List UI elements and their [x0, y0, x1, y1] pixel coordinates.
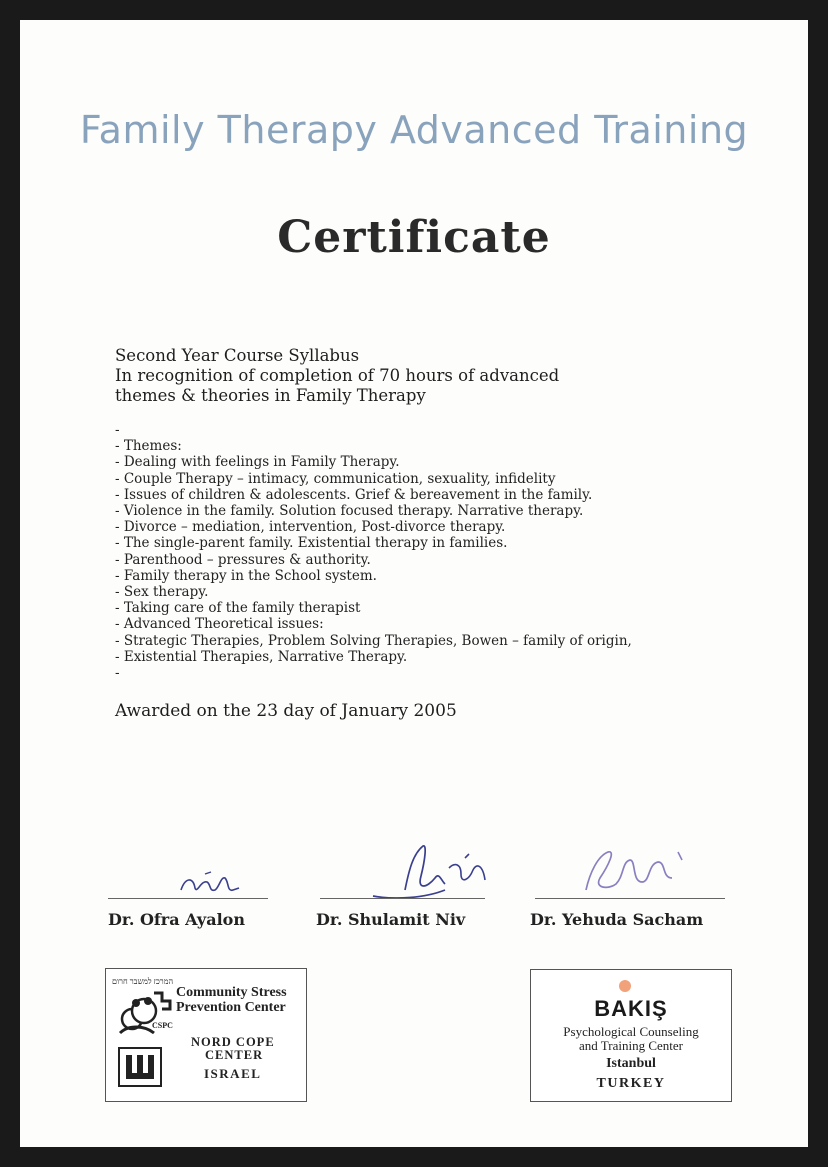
signature-line [535, 898, 725, 899]
country-name: TURKEY [596, 1076, 666, 1091]
list-item: - [115, 422, 120, 438]
city-name: Istanbul [606, 1056, 656, 1071]
signature-line [320, 898, 485, 899]
syllabus-line: themes & theories in Family Therapy [115, 386, 426, 405]
awarded-date: Awarded on the 23 day of January 2005 [115, 701, 457, 721]
bakis-dot-icon [618, 979, 632, 993]
list-item: - Violence in the family. Solution focused therapy. Narrative therapy. [115, 503, 584, 520]
center-name-line: NORD COPE [191, 1035, 275, 1049]
signatory-name: Dr. Ofra Ayalon [108, 910, 245, 929]
list-item: - Couple Therapy – intimacy, communication, sexuality, infidelity [115, 470, 556, 487]
signature-shulamit-niv [365, 840, 500, 904]
center-name-line: CENTER [205, 1048, 264, 1062]
syllabus-heading [115, 346, 755, 406]
list-item: - Taking care of the family therapist [115, 600, 361, 617]
org-description-line: and Training Center [579, 1038, 683, 1053]
program-title: Family Therapy Advanced Training [79, 108, 749, 152]
syllabus-line: Second Year Course Syllabus [115, 346, 360, 365]
org-description-line: Psychological Counseling [563, 1024, 699, 1039]
list-item: - Themes: [115, 438, 182, 455]
certificate-heading: Certificate [277, 212, 551, 263]
nord-cope-logo-icon [118, 1047, 162, 1087]
signature-yehuda-sacham [578, 838, 698, 902]
syllabus-line: In recognition of completion of 70 hours of advanced [115, 366, 560, 385]
signatory-name: Dr. Shulamit Niv [316, 910, 466, 929]
org-logo-israel [105, 968, 307, 1102]
bakis-brand: BAKIŞ [594, 996, 668, 1021]
list-item: - Strategic Therapies, Problem Solving Therapies, Bowen – family of origin, [115, 632, 632, 649]
hebrew-caption: המרכז למשבר חרום [112, 977, 174, 986]
list-item: - Advanced Theoretical issues: [115, 616, 324, 633]
list-item: - Dealing with feelings in Family Therapy. [115, 454, 400, 471]
list-item: - Parenthood – pressures & authority. [115, 551, 371, 568]
country-name: ISRAEL [204, 1066, 262, 1081]
org-name-line: Community Stress [176, 985, 287, 1000]
list-item: - The single-parent family. Existential therapy in families. [115, 535, 508, 552]
list-item: - [115, 665, 120, 682]
syllabus-topic-list [115, 422, 755, 681]
list-item: - Divorce – mediation, intervention, Post-divorce therapy. [115, 519, 506, 536]
list-item: - Existential Therapies, Narrative Therapy. [115, 648, 408, 665]
signatory-name: Dr. Yehuda Sacham [530, 910, 704, 929]
list-item: - Sex therapy. [115, 584, 209, 601]
cspc-logo-caption: CSPC [152, 1021, 173, 1030]
list-item: - Issues of children & adolescents. Grief & bereavement in the family. [115, 486, 593, 503]
org-name-line: Prevention Center [176, 1000, 286, 1015]
cspc-logo-icon [114, 989, 176, 1039]
list-item: - Family therapy in the School system. [115, 567, 377, 584]
signature-line [108, 898, 268, 899]
signature-ofra-ayalon [175, 868, 245, 900]
org-logo-turkey [530, 969, 732, 1102]
